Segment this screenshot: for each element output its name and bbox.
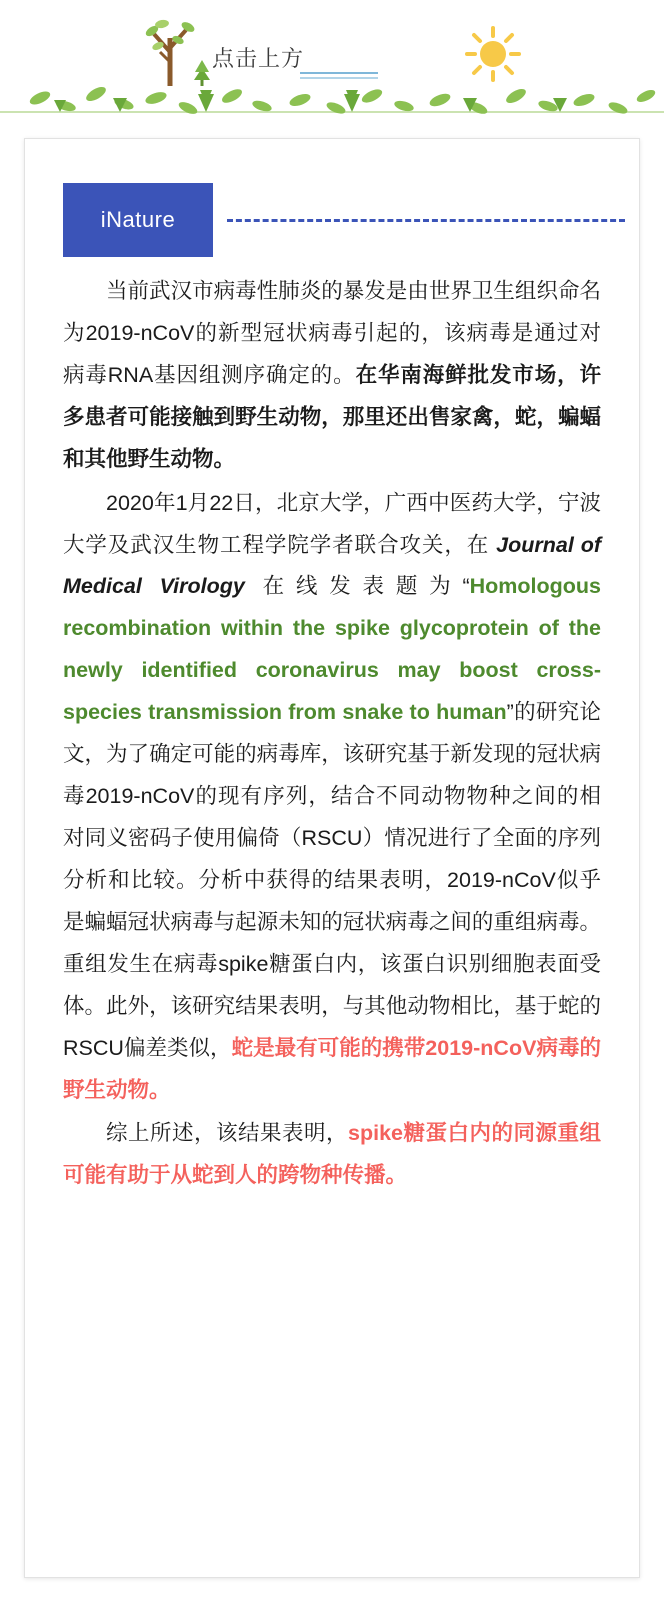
page-header	[0, 0, 664, 120]
article-card	[24, 138, 640, 1578]
run-text: 当前武汉市病毒性肺炎的暴发是由世界卫生组织命名为2019-nCoV的新型冠状病毒引起的，该病毒是通过对病毒RNA基因组测序确定的。	[63, 279, 601, 387]
conclusion-highlight: 蛇是最有可能的携带2019-nCoV病毒的野生动物。	[63, 1035, 602, 1102]
paragraph-1	[63, 271, 601, 481]
brand-row	[63, 183, 601, 257]
paper-title-highlight: Homologous recombination within the spike glycoprotein of the newly identified coronavirus may boost cross-species transmission from snake to human	[63, 574, 601, 725]
run-text: 2020年1月22日，北京大学，广西中医药大学，宁波大学及武汉生物工程学院学者联合攻关，在	[63, 490, 601, 557]
paragraph-3	[63, 1113, 601, 1197]
brand-tag: iNature	[63, 183, 213, 257]
run-text-bold: 在华南海鲜批发市场，许多患者可能接触到野生动物，那里还出售家禽，蛇，蝙蝠和其他野生动物。	[63, 362, 601, 471]
brand-dashed-rule	[227, 219, 625, 222]
run-text: 综上所述，该结果表明，	[106, 1121, 349, 1146]
grass-leaves-decoration	[0, 62, 664, 125]
paragraph-2	[63, 483, 601, 1112]
summary-highlight: spike糖蛋白内的同源重组可能有助于从蛇到人的跨物种传播。	[63, 1121, 601, 1188]
article-body	[63, 271, 601, 1197]
header-title: 点击上方	[212, 46, 305, 71]
run-text: ”的研究论文，为了确定可能的病毒库，该研究基于新发现的冠状病毒2019-nCoV的现有序列，结合不同动物物种之间的相对同义密码子使用偏倚（RSCU）情况进行了全面的序列分析和比较。分析中获得的结果表明，2019-nCoV似乎是蝙蝠冠状病毒与起源未知的冠状病毒之间的重组病毒。重组发生在病毒spike糖蛋白内，该蛋白识别细胞表面受体。此外，该研究结果表明，与其他动物相比，基于蛇的RSCU偏差类似，	[63, 700, 601, 1060]
run-text: 在线发表题为“	[244, 574, 470, 599]
journal-name: Journal of Medical Virology	[63, 532, 601, 599]
